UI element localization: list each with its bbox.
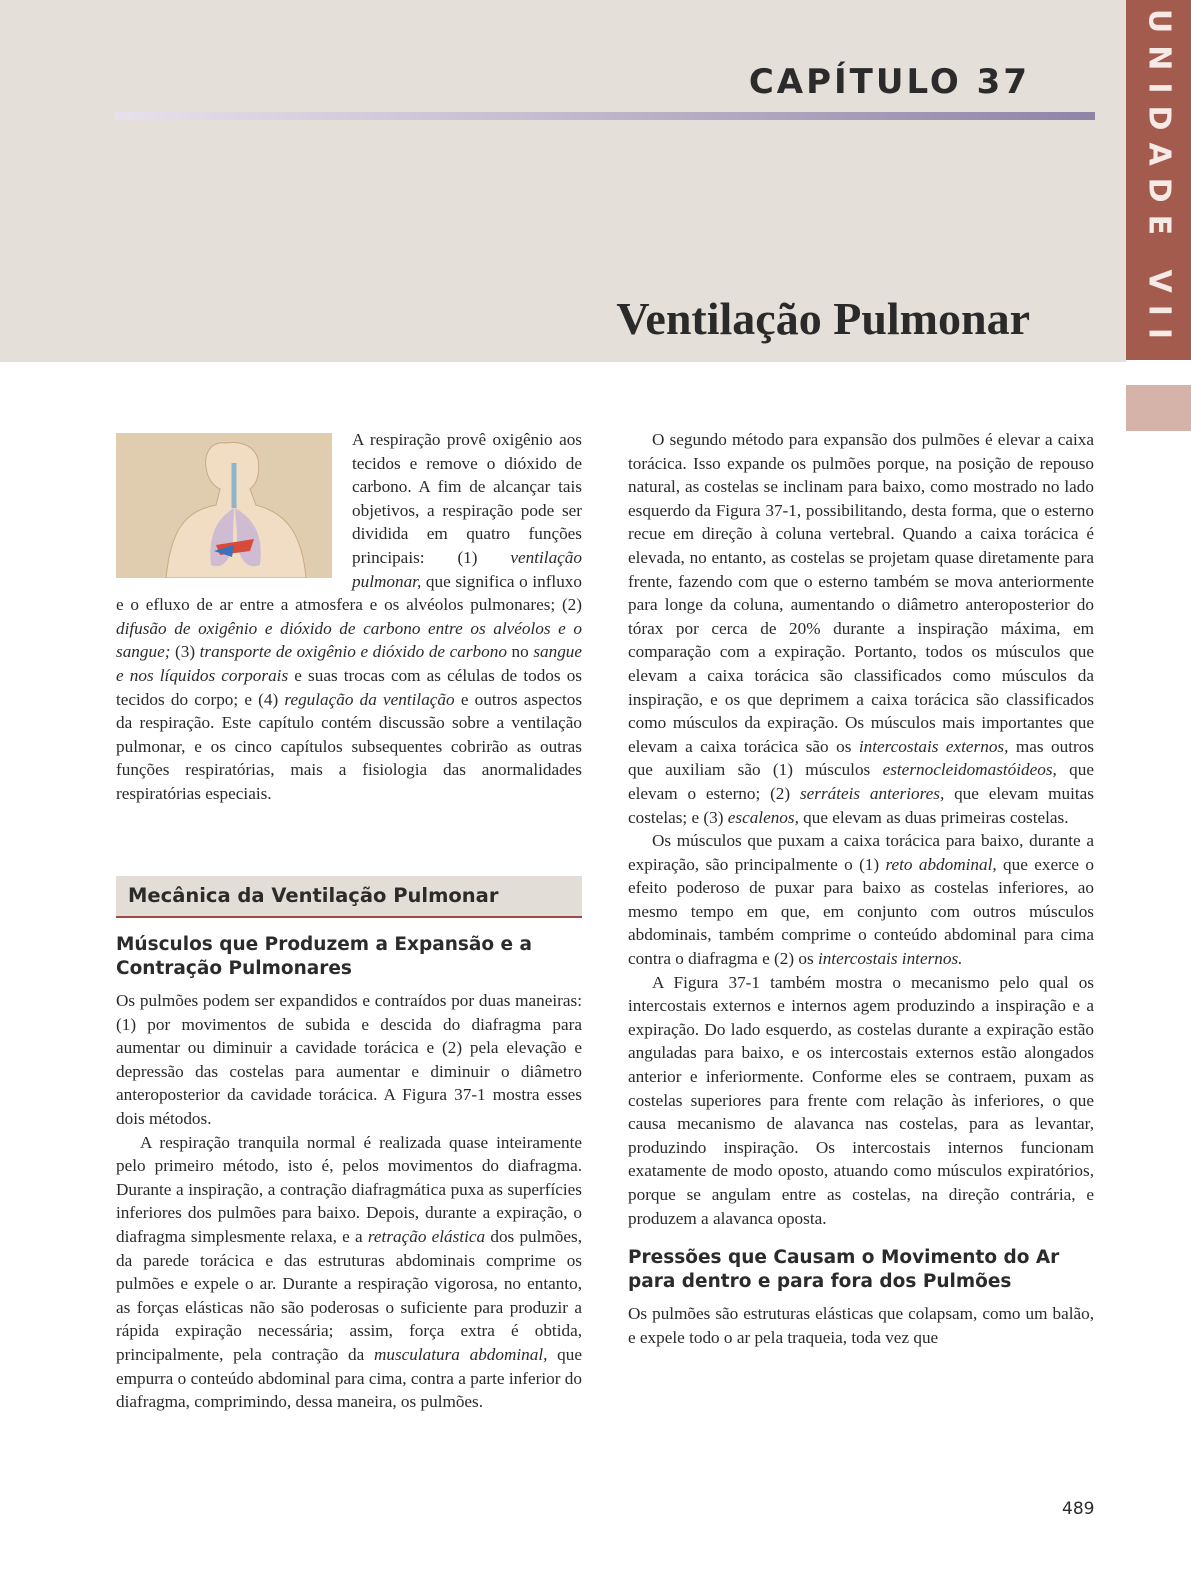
text-run: que elevam as duas primeiras costelas. bbox=[798, 807, 1069, 827]
subsection-heading-pressures: Pressões que Causam o Movimento do Ar para dentro e para fora dos Pulmões bbox=[628, 1247, 1060, 1293]
body-paragraph bbox=[116, 1131, 582, 1414]
right-column-body bbox=[628, 428, 1094, 1349]
intro-column bbox=[116, 428, 582, 806]
chapter-label: CAPÍTULO 37 bbox=[748, 62, 1030, 102]
text-run: e outros aspectos da respiração. Este capítulo contém discussão sobre a ventilação pulmonar, e os cinco capítulos subsequentes cobrirão as outras funções respiratórias, mais a fisiologia das anormalidades respiratórias especiais. bbox=[116, 689, 583, 803]
text-run: no bbox=[506, 642, 534, 662]
unit-tab-marker bbox=[1126, 385, 1191, 431]
unit-tab bbox=[1126, 0, 1191, 360]
text-run: Os músculos que puxam a caixa torácica para baixo, durante a expiração, são principalmente o (1) bbox=[628, 831, 1094, 874]
left-column-body bbox=[116, 933, 582, 1414]
text-run: Os pulmões podem ser expandidos e contraídos por duas maneiras: (1) por movimentos de subida e descida do diafragma para aumentar ou diminuir a cavidade torácica e (2) pela elevação e depressão das costelas para aumentar e diminuir o diâmetro anteroposterior da cavidade torácica. A Figura 37-1 mostra esses dois métodos. bbox=[116, 991, 582, 1128]
text-run: que elevam o esterno; (2) bbox=[628, 760, 1094, 803]
section-heading-bar bbox=[116, 876, 582, 918]
text-run: que significa o influxo e o efluxo de ar entre a atmosfera e os alvéolos pulmonares; (2) bbox=[116, 571, 582, 615]
text-run: que empurra o conteúdo abdominal para cima, contra a parte inferior do diafragma, comprimindo, dessa maneira, os pulmões. bbox=[116, 1344, 582, 1412]
text-run: A respiração provê oxigênio aos tecidos e remove o dióxido de carbono. A fim de alcançar tais objetivos, a respiração pode ser dividida em quatro funções principais: (1) bbox=[352, 430, 582, 567]
italic-term: intercostais internos. bbox=[817, 949, 963, 969]
text-run: mas outros que auxiliam são (1) músculos bbox=[628, 736, 1095, 780]
italic-term: regulação da ventilação bbox=[284, 689, 455, 709]
italic-term: retração elástica bbox=[367, 1226, 486, 1246]
italic-term: sangue e nos líquidos corporais bbox=[116, 642, 583, 685]
text-run: que elevam muitas costelas; e (3) bbox=[628, 783, 1094, 827]
body-paragraph bbox=[628, 971, 1094, 1231]
italic-term: ventilação pulmonar, bbox=[352, 547, 582, 591]
italic-term: esternocleidomastóideos, bbox=[882, 760, 1057, 780]
italic-term: reto abdominal, bbox=[885, 854, 997, 874]
italic-term: escalenos, bbox=[727, 807, 799, 827]
italic-term: difusão de oxigênio e dióxido de carbono entre os alvéolos e o sangue; bbox=[116, 618, 582, 662]
italic-term: intercostais externos, bbox=[858, 736, 1009, 756]
body-paragraph bbox=[628, 428, 1094, 829]
figure-wrap-spacer bbox=[116, 428, 352, 576]
text-run: Os pulmões são estruturas elásticas que colapsam, como um balão, e expele todo o ar pela traqueia, toda vez que bbox=[628, 1304, 1094, 1347]
text-run: que exerce o efeito poderoso de puxar para baixo as costelas inferiores, ao mesmo tempo em que, em conjunto com outros músculos abdominais, também comprime o conteúdo abdominal para cima contra o diafragma e (2) os bbox=[628, 854, 1094, 969]
italic-term: serráteis anteriores, bbox=[799, 783, 945, 803]
italic-term: transporte de oxigênio e dióxido de carbono bbox=[199, 642, 507, 662]
text-run: e suas trocas com as células de todos os tecidos do corpo; e (4) bbox=[116, 665, 582, 709]
text-run: O segundo método para expansão dos pulmões é elevar a caixa torácica. Isso expande os pulmões porque, na posição de repouso natural, as costelas se inclinam para baixo, como mostrado no lado esquerdo da Figura 37-1, possibilitando, desta forma, que o esterno recue em direção à coluna vertebral. Quando a caixa torácica é elevada, no entanto, as costelas se projetam quase diretamente para frente, fazendo com que o esterno também se mova anteriormente para longe da coluna, aumentando o diâmetro anteroposterior do tórax por cerca de 20% durante a inspiração máxima, em comparação com a expiração. Portanto, todos os músculos que elevam a caixa torácica são classificados como músculos da inspiração, e os que deprimem a caixa torácica são classificados como músculos da expiração. Os músculos mais importantes que elevam a caixa torácica são os bbox=[628, 430, 1094, 756]
page-number: 489 bbox=[1062, 1499, 1095, 1519]
subsection-heading-muscles: Músculos que Produzem a Expansão e a Contração Pulmonares bbox=[116, 934, 532, 979]
chapter-title: Ventilação Pulmonar bbox=[616, 293, 1030, 344]
section-heading: Mecânica da Ventilação Pulmonar bbox=[128, 884, 499, 907]
body-paragraph bbox=[116, 989, 582, 1131]
text-run: A Figura 37-1 também mostra o mecanismo pelo qual os intercostais externos e internos agem produzindo a inspiração e a expiração. Do lado esquerdo, as costelas durante a expiração estão anguladas para baixo, e os intercostais externos estão alongados anterior e inferiormente. Conforme eles se contraem, puxam as costelas superiores para frente com relação às inferiores, o que causa mecanismo de alavanca nas costelas, para as levantar, produzindo inspiração. Os intercostais internos funcionam exatamente de modo oposto, atuando como músculos expiratórios, porque se angulam entre as costelas, na direção contrária, e produzem a alavanca oposta. bbox=[628, 972, 1094, 1228]
chapter-title-rule bbox=[115, 112, 1095, 120]
text-run: A respiração tranquila normal é realizada quase inteiramente pelo primeiro método, isto é, pelos movimentos do diafragma. Durante a inspiração, a contração diafragmática puxa as superfícies inferiores dos pulmões para baixo. Depois, durante a expiração, o diafragma simplesmente relaxa, e a bbox=[116, 1132, 582, 1246]
text-run: dos pulmões, da parede torácica e das estruturas abdominais comprime os pulmões e expele o ar. Durante a respiração vigorosa, no entanto, as forças elásticas não são poderosas o suficiente para produzir a rápida expiração necessária; assim, força extra é obtida, principalmente, pela contração da bbox=[116, 1226, 583, 1364]
body-paragraph bbox=[628, 1302, 1094, 1349]
text-run: (3) bbox=[170, 642, 200, 662]
italic-term: musculatura abdominal, bbox=[373, 1344, 548, 1364]
body-paragraph bbox=[628, 829, 1094, 971]
unit-tab-label: UNIDADE VII bbox=[1141, 8, 1176, 352]
chapter-header-band bbox=[0, 0, 1126, 362]
